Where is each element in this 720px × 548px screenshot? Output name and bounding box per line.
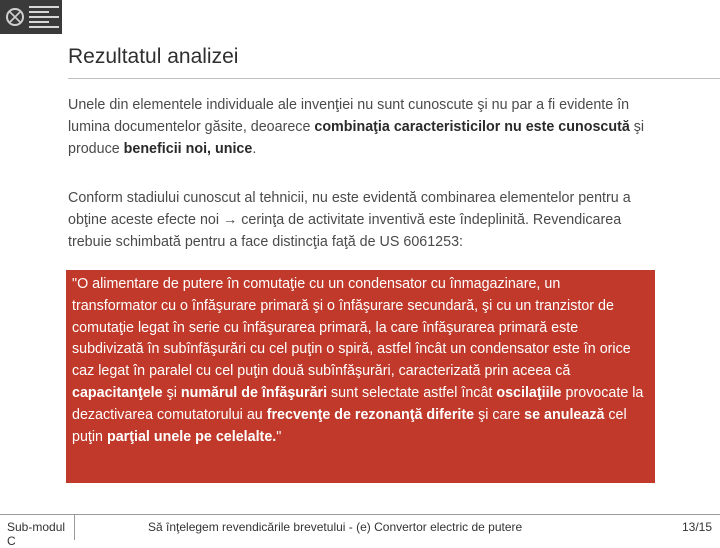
amended-claim-quote: "O alimentare de putere în comutaţie cu un condensator cu înmagazinare, un transformator cu o înfăşurare primară şi o înfăşurare secundară, şi cu un tranzistor de comutaţie legat în serie cu înfăşurarea primară, la care înfăşurarea primară este subdivizată în subînfăşurări cu cel puţin o spiră, astfel încât un condensator este în orice caz legat în paralel cu cel puţin două subînfăşurări, caracterizată prin aceea că capacitanţele şi numărul de înfăşurări sunt selectate astfel încât oscilaţiile provocate la dezactivarea comutatorului au frecvenţe de rezonanţă diferite şi care se anulează cel puţin parţial unele pe celelalte." [66, 270, 655, 483]
footer-page-number: 13/15 [681, 520, 712, 534]
paragraph-analysis: Unele din elementele individuale ale invenţiei nu sunt cunoscute şi nu par a fi evidente în lumina documentelor găsite, deoarece combinaţia caracteristicilor nu este cunoscută şi produce beneficii noi, unice. [68, 97, 645, 157]
title-divider [68, 78, 720, 79]
paragraph-prior-art: Conform stadiului cunoscut al tehnicii, nu este evidentă combinarea elementelor pentru a obţine aceste efecte noi → cerinţa de activitate inventivă este îndeplinită. Revendicarea trebuie schimbată pentru a face distincţia faţă de US 6061253: [68, 190, 631, 250]
epo-logo [0, 0, 62, 34]
epo-logo-icon [4, 4, 26, 30]
slide-title: Rezultatul analizei [68, 45, 239, 68]
footer-module: Sub-modul C [0, 515, 75, 540]
slide-footer [0, 514, 720, 548]
footer-course-title: Să înţelegem revendicările brevetului - (e) Convertor electric de putere [148, 520, 523, 534]
logo-text-lines [29, 4, 59, 31]
